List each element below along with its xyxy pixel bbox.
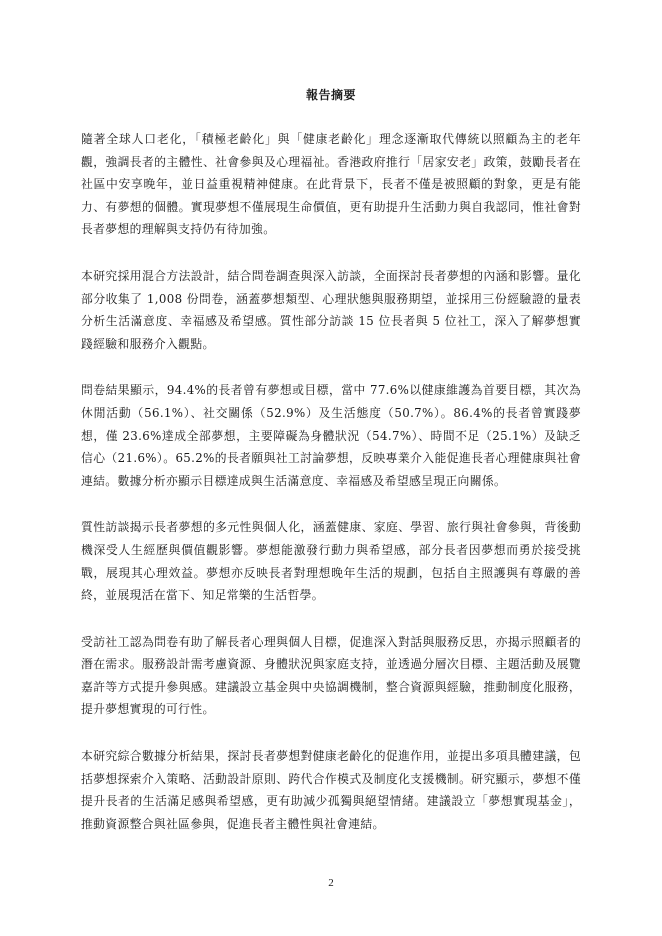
paragraph-social-worker-views: 受訪社工認為問卷有助了解長者心理與個人目標，促進深入對話與服務反思，亦揭示照顧者的潛在需求。服務設計需考慮資源、身體狀況與家庭支持，並透過分層次目標、主題活動及展覽嘉許等方式提升參與感。建議設立基金與中央協調機制，整合資源與經驗，推動制度化服務，提升夢想實現的可行性。 [81,634,581,717]
paragraph-conclusion: 本研究綜合數據分析結果，探討長者夢想對健康老齡化的促進作用，並提出多項具體建議，包括夢想探索介入策略、活動設計原則、跨代合作模式及制度化支援機制。研究顯示，夢想不僅提升長者的生活滿足感與希望感，更有助減少孤獨與絕望情緒。建議設立「夢想實現基金」，推動資源整合與社區參與，促進長者主體性與社會連結。 [81,749,581,831]
paragraph-methodology: 本研究採用混合方法設計，結合問卷調查與深入訪談，全面探討長者夢想的內涵和影響。量化部分收集了 1,008 份問卷，涵蓋夢想類型、心理狀態與服務期望，並採用三份經驗證的量表分析生活滿意度、幸福感及希望感。質性部分訪談 15 位長者與 5 位社工，深入了解夢想實踐經驗和服務介入觀點。 [81,268,581,351]
paragraph-background: 隨著全球人口老化，「積極老齡化」與「健康老齡化」理念逐漸取代傳統以照顧為主的老年觀，強調長者的主體性、社會參與及心理福祉。香港政府推行「居家安老」政策，鼓勵長者在社區中安享晚年，並日益重視精神健康。在此背景下，長者不僅是被照顧的對象，更是有能力、有夢想的個體。實現夢想不僅展現生命價值，更有助提升生活動力與自我認同，惟社會對長者夢想的理解與支持仍有待加強。 [81,132,581,237]
summary-body [81,128,581,859]
report-summary-title: 報告摘要 [305,88,356,102]
page-number: 2 [328,877,334,889]
paragraph-survey-results: 問卷結果顯示，94.4%的長者曾有夢想或目標，當中 77.6%以健康維護為首要目標，其次為休閒活動（56.1%）、社交關係（52.9%）及生活態度（50.7%）。86.4%的長者曾實踐夢想，僅 23.6%達成全部夢想，主要障礙為身體狀況（54.7%）、時間不足（25.1%）及缺乏信心（21.6%）。65.2%的長者願與社工討論夢想，反映專業介入能促進長者心理健康與社會連結。數據分析亦顯示目標達成與生活滿意度、幸福感及希望感呈現正向關係。 [81,383,581,488]
paragraph-qualitative-findings: 質性訪談揭示長者夢想的多元性與個人化，涵蓋健康、家庭、學習、旅行與社會參與，背後動機深受人生經歷與價值觀影響。夢想能激發行動力與希望感，部分長者因夢想而勇於接受挑戰，展現其心理效益。夢想亦反映長者對理想晚年生活的規劃，包括自主照護與有尊嚴的善終，並展現活在當下、知足常樂的生活哲學。 [81,520,581,603]
